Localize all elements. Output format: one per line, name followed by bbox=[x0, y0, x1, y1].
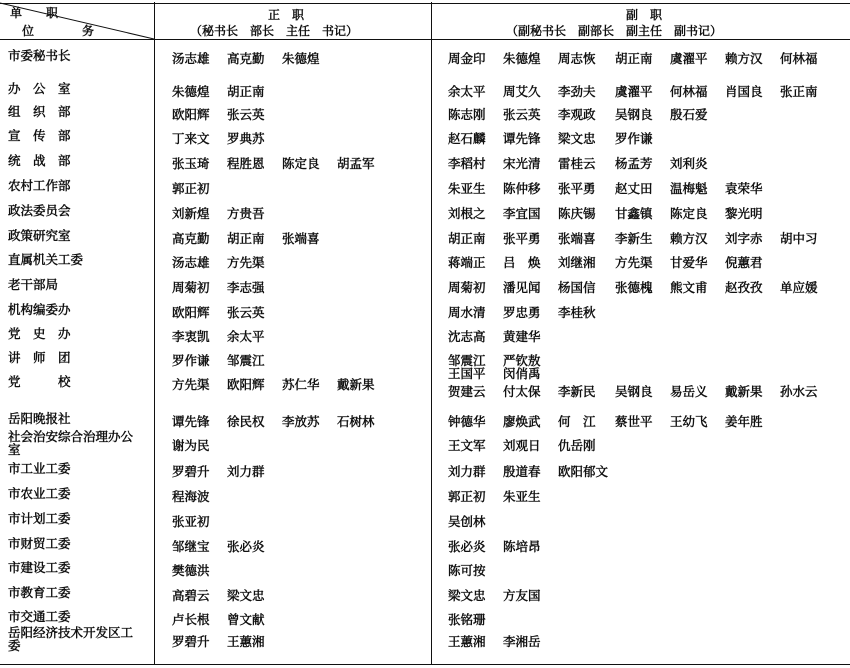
zheng-name: 程胜恩 bbox=[227, 156, 265, 171]
fu-name: 罗作谦 bbox=[615, 131, 653, 146]
fu-name: 袁荣华 bbox=[725, 181, 763, 196]
zheng-name: 罗碧升 bbox=[172, 464, 210, 479]
zheng-name: 高克勤 bbox=[172, 231, 210, 246]
fu-name: 黄建华 bbox=[503, 329, 541, 344]
fu-name: 宋光清 bbox=[503, 156, 541, 171]
zheng-name: 罗作谦 bbox=[172, 353, 210, 368]
fu-name: 方先渠 bbox=[615, 255, 653, 270]
zheng-name: 陈定良 bbox=[282, 156, 320, 171]
fu-name: 蔡世平 bbox=[615, 414, 653, 429]
unit-label: 市委秘书长 bbox=[8, 48, 71, 63]
zheng-name: 张云英 bbox=[227, 305, 265, 320]
zheng-name: 樊德洪 bbox=[172, 563, 210, 578]
unit-label: 市农业工委 bbox=[8, 486, 71, 501]
fu-name: 周志恢 bbox=[558, 51, 596, 66]
zheng-name: 朱德煌 bbox=[282, 51, 320, 66]
fu-name: 易岳义 bbox=[670, 384, 708, 399]
zheng-name: 谭先锋 bbox=[172, 414, 210, 429]
fu-name: 赵石麟 bbox=[448, 131, 486, 146]
fu-name: 胡正南 bbox=[448, 231, 486, 246]
fu-name: 张平勇 bbox=[503, 231, 541, 246]
fu-name: 吕 焕 bbox=[503, 255, 541, 270]
unit-label: 党 校 bbox=[8, 374, 71, 389]
fu-name: 严钦敖 bbox=[503, 353, 541, 368]
zheng-name: 汤志雄 bbox=[172, 255, 210, 270]
unit-label: 市教育工委 bbox=[8, 585, 71, 600]
fu-name: 刘力群 bbox=[448, 464, 486, 479]
zheng-name: 汤志雄 bbox=[172, 51, 210, 66]
zheng-name: 朱德煌 bbox=[172, 84, 210, 99]
zheng-name: 王蕙湘 bbox=[227, 634, 265, 649]
fu-name: 何 江 bbox=[558, 414, 596, 429]
fu-name: 梁文忠 bbox=[558, 131, 596, 146]
fu-name: 单应媛 bbox=[780, 280, 818, 295]
zheng-name: 胡正南 bbox=[227, 231, 265, 246]
fu-name: 潘见闻 bbox=[503, 280, 541, 295]
fu-name: 姜年胜 bbox=[725, 414, 763, 429]
fu-name: 张平勇 bbox=[558, 181, 596, 196]
zheng-name: 张云英 bbox=[227, 107, 265, 122]
fu-name: 吴钢良 bbox=[615, 107, 653, 122]
unit-label: 岳阳晚报社 bbox=[8, 411, 71, 426]
fu-name: 吴钢良 bbox=[615, 384, 653, 399]
fu-name: 王文军 bbox=[448, 438, 486, 453]
fu-name: 刘根之 bbox=[448, 206, 486, 221]
fu-name: 熊文甫 bbox=[670, 280, 708, 295]
zheng-name: 高克勤 bbox=[227, 51, 265, 66]
zheng-name: 李放苏 bbox=[282, 414, 320, 429]
fu-name: 朱德煌 bbox=[503, 51, 541, 66]
fu-name: 李湘岳 bbox=[503, 634, 541, 649]
fu-name: 沈志高 bbox=[448, 329, 486, 344]
fu-name: 张必炎 bbox=[448, 539, 486, 554]
fu-name: 孙水云 bbox=[780, 384, 818, 399]
fu-name: 刘利炎 bbox=[670, 156, 708, 171]
fu-name: 方友国 bbox=[503, 588, 541, 603]
fu-name: 黎光明 bbox=[725, 206, 763, 221]
unit-label: 市计划工委 bbox=[8, 511, 71, 526]
unit-label: 农村工作部 bbox=[8, 178, 71, 193]
zheng-name: 欧阳辉 bbox=[172, 305, 210, 320]
zheng-name: 戴新果 bbox=[337, 377, 375, 392]
unit-label: 直属机关工委 bbox=[8, 252, 84, 267]
fu-name: 郭正初 bbox=[448, 489, 486, 504]
zheng-name: 胡孟军 bbox=[337, 156, 375, 171]
fu-name: 仇岳刚 bbox=[558, 438, 596, 453]
fu-name: 王幼飞 bbox=[670, 414, 708, 429]
fu-name: 何林福 bbox=[780, 51, 818, 66]
fu-name: 倪蕙君 bbox=[725, 255, 763, 270]
zheng-name: 罗碧升 bbox=[172, 634, 210, 649]
fu-name: 王蕙湘 bbox=[448, 634, 486, 649]
fu-name: 虞濯平 bbox=[670, 51, 708, 66]
column-divider-fu bbox=[431, 2, 432, 665]
zheng-name: 欧阳辉 bbox=[172, 107, 210, 122]
fu-name: 陈庆锡 bbox=[558, 206, 596, 221]
fu-name: 贺建云 bbox=[448, 384, 486, 399]
zheng-name: 刘新煌 bbox=[172, 206, 210, 221]
fu-name: 赖方汉 bbox=[725, 51, 763, 66]
zheng-name: 罗典苏 bbox=[227, 131, 265, 146]
fu-name: 张德槐 bbox=[615, 280, 653, 295]
fu-name: 谭先锋 bbox=[503, 131, 541, 146]
unit-label: 市财贸工委 bbox=[8, 536, 71, 551]
header-corner-bottom: 位 务 bbox=[22, 24, 95, 38]
zheng-name: 曾文献 bbox=[227, 612, 265, 627]
fu-name: 廖焕武 bbox=[503, 414, 541, 429]
zheng-name: 苏仁华 bbox=[282, 377, 320, 392]
unit-label: 市工业工委 bbox=[8, 461, 71, 476]
zheng-name: 李志强 bbox=[227, 280, 265, 295]
fu-name: 殷道春 bbox=[503, 464, 541, 479]
header-zheng-title: 正 职 bbox=[268, 8, 305, 22]
fu-name: 陈培昂 bbox=[503, 539, 541, 554]
fu-name: 张云英 bbox=[503, 107, 541, 122]
zheng-name: 刘力群 bbox=[227, 464, 265, 479]
fu-name: 闵俏禹 bbox=[503, 366, 541, 381]
fu-name: 周水清 bbox=[448, 305, 486, 320]
fu-name: 张端喜 bbox=[558, 231, 596, 246]
fu-name: 李观政 bbox=[558, 107, 596, 122]
header-corner-top: 单 职 bbox=[10, 6, 59, 20]
fu-name: 陈志刚 bbox=[448, 107, 486, 122]
zheng-name: 石树林 bbox=[337, 414, 375, 429]
zheng-name: 欧阳辉 bbox=[227, 377, 265, 392]
unit-label: 政策研究室 bbox=[8, 228, 71, 243]
fu-name: 殷石爱 bbox=[670, 107, 708, 122]
zheng-name: 程海波 bbox=[172, 489, 210, 504]
zheng-name: 张玉琦 bbox=[172, 156, 210, 171]
zheng-name: 梁文忠 bbox=[227, 588, 265, 603]
fu-name: 赵孜孜 bbox=[725, 280, 763, 295]
fu-name: 刘字赤 bbox=[725, 231, 763, 246]
zheng-name: 徐民权 bbox=[227, 414, 265, 429]
fu-name: 周金印 bbox=[448, 51, 486, 66]
fu-name: 周艾久 bbox=[503, 84, 541, 99]
unit-label: 统 战 部 bbox=[8, 153, 71, 168]
header-fu-subtitle: （副秘书长 副部长 副主任 副书记） bbox=[506, 24, 723, 38]
zheng-name: 张亚初 bbox=[172, 514, 210, 529]
fu-name: 陈仲移 bbox=[503, 181, 541, 196]
fu-name: 刘继湘 bbox=[558, 255, 596, 270]
zheng-name: 张必炎 bbox=[227, 539, 265, 554]
fu-name: 张正南 bbox=[780, 84, 818, 99]
fu-name: 罗忠勇 bbox=[503, 305, 541, 320]
zheng-name: 高碧云 bbox=[172, 588, 210, 603]
fu-name: 胡正南 bbox=[615, 51, 653, 66]
fu-name: 甘鑫镇 bbox=[615, 206, 653, 221]
unit-label: 市建设工委 bbox=[8, 560, 71, 575]
fu-name: 刘观日 bbox=[503, 438, 541, 453]
unit-label: 机构编委办 bbox=[8, 302, 71, 317]
column-divider-unit bbox=[154, 2, 155, 665]
fu-name: 胡中习 bbox=[780, 231, 818, 246]
fu-name: 李新生 bbox=[615, 231, 653, 246]
fu-name: 张铭珊 bbox=[448, 612, 486, 627]
unit-label: 宣 传 部 bbox=[8, 128, 71, 143]
unit-label: 市交通工委 bbox=[8, 609, 71, 624]
zheng-name: 邹震江 bbox=[227, 353, 265, 368]
unit-label: 讲 师 团 bbox=[8, 350, 71, 365]
unit-label: 组 织 部 bbox=[8, 104, 71, 119]
zheng-name: 张端喜 bbox=[282, 231, 320, 246]
fu-name: 李宜国 bbox=[503, 206, 541, 221]
header-zheng-subtitle: （秘书长 部长 主任 书记） bbox=[190, 24, 359, 38]
fu-name: 钟德华 bbox=[448, 414, 486, 429]
fu-name: 余太平 bbox=[448, 84, 486, 99]
fu-name: 梁文忠 bbox=[448, 588, 486, 603]
zheng-name: 郭正初 bbox=[172, 181, 210, 196]
zheng-name: 邹继宝 bbox=[172, 539, 210, 554]
fu-name: 杨国信 bbox=[558, 280, 596, 295]
fu-name: 雷桂云 bbox=[558, 156, 596, 171]
zheng-name: 卢长根 bbox=[172, 612, 210, 627]
fu-name: 温梅魁 bbox=[670, 181, 708, 196]
zheng-name: 胡正南 bbox=[227, 84, 265, 99]
fu-name: 王国平 bbox=[448, 366, 486, 381]
fu-name: 李新民 bbox=[558, 384, 596, 399]
fu-name: 甘爱华 bbox=[670, 255, 708, 270]
unit-label: 老干部局 bbox=[8, 277, 59, 292]
zheng-name: 方先渠 bbox=[227, 255, 265, 270]
fu-name: 李稻村 bbox=[448, 156, 486, 171]
zheng-name: 周菊初 bbox=[172, 280, 210, 295]
fu-name: 欧阳郁文 bbox=[558, 464, 609, 479]
table-rule-bottom bbox=[0, 664, 850, 665]
fu-name: 戴新果 bbox=[725, 384, 763, 399]
fu-name: 李劲夫 bbox=[558, 84, 596, 99]
zheng-name: 方贵吾 bbox=[227, 206, 265, 221]
fu-name: 蒋端正 bbox=[448, 255, 486, 270]
zheng-name: 李衷凯 bbox=[172, 329, 210, 344]
fu-name: 朱亚生 bbox=[503, 489, 541, 504]
unit-label: 社会治安综合治理办公 室 bbox=[8, 429, 134, 457]
fu-name: 陈可按 bbox=[448, 563, 486, 578]
fu-name: 赵丈田 bbox=[615, 181, 653, 196]
fu-name: 朱亚生 bbox=[448, 181, 486, 196]
fu-name: 肖国良 bbox=[725, 84, 763, 99]
unit-label: 岳阳经济技术开发区工 委 bbox=[8, 625, 134, 653]
fu-name: 周菊初 bbox=[448, 280, 486, 295]
zheng-name: 方先渠 bbox=[172, 377, 210, 392]
fu-name: 邹震江 bbox=[448, 353, 486, 368]
zheng-name: 余太平 bbox=[227, 329, 265, 344]
unit-label: 办 公 室 bbox=[8, 81, 71, 96]
fu-name: 付太保 bbox=[503, 384, 541, 399]
zheng-name: 谢为民 bbox=[172, 438, 210, 453]
fu-name: 赖方汉 bbox=[670, 231, 708, 246]
unit-label: 党 史 办 bbox=[8, 326, 71, 341]
unit-label: 政法委员会 bbox=[8, 203, 71, 218]
fu-name: 吴创林 bbox=[448, 514, 486, 529]
fu-name: 李桂秋 bbox=[558, 305, 596, 320]
zheng-name: 丁来文 bbox=[172, 131, 210, 146]
fu-name: 杨孟芳 bbox=[615, 156, 653, 171]
fu-name: 何林福 bbox=[670, 84, 708, 99]
header-fu-title: 副 职 bbox=[626, 8, 663, 22]
fu-name: 虞濯平 bbox=[615, 84, 653, 99]
fu-name: 陈定良 bbox=[670, 206, 708, 221]
